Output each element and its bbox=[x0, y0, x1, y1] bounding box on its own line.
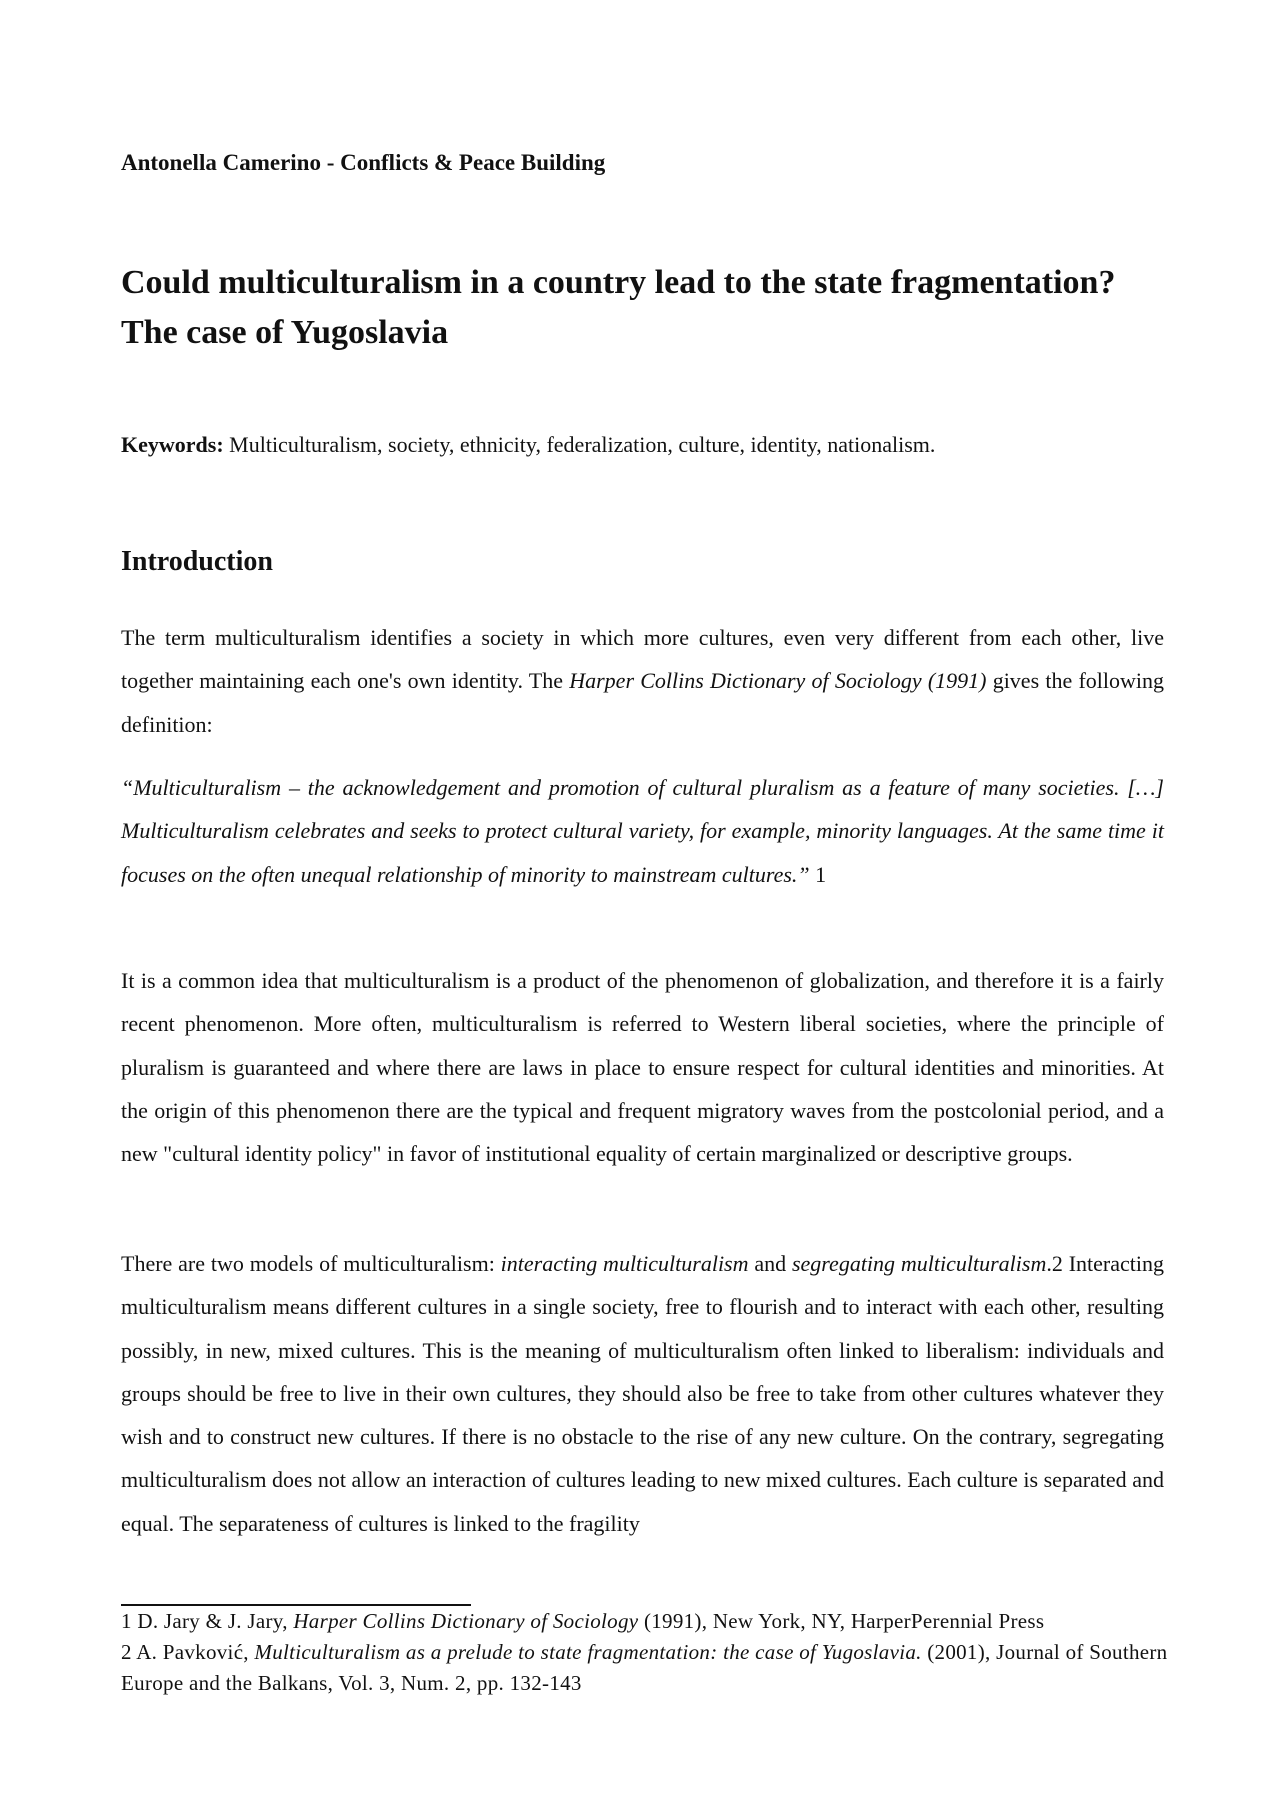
text: 2 A. Pavković, bbox=[121, 1640, 255, 1664]
text: .2 Interacting multiculturalism means different cultures in a single society, free to flourish and to interact with each other, resulting possibly, in new, mixed cultures. This is the meaning of multiculturalism often linked to liberalism: individuals and groups should be free to live in their own cultures, they should also be free to take from other cultures whatever they wish and to construct new cultures. If there is no obstacle to the rise of any new culture. On the contrary, segregating multiculturalism does not allow an interaction of cultures leading to new mixed cultures. Each culture is separated and equal. The separateness of cultures is linked to the fragility bbox=[121, 1251, 1164, 1536]
italic-text: segregating multiculturalism bbox=[791, 1251, 1047, 1276]
keywords-text: Multiculturalism, society, ethnicity, federalization, culture, identity, nationalism. bbox=[223, 432, 936, 457]
keywords-label: Keywords: bbox=[121, 432, 224, 457]
paragraph-3: It is a common idea that multiculturalism is a product of the phenomenon of globalization, and therefore it is a fairly recent phenomenon. More often, multiculturalism is referred to Western liberal societies, where the principle of pluralism is guaranteed and where there are laws in place to ensure respect for cultural identities and minorities. At the origin of this phenomenon there are the typical and frequent migratory waves from the postcolonial period, and a new "cultural identity policy" in favor of institutional equality of certain marginalized or descriptive groups. bbox=[121, 968, 1164, 1167]
italic-text: interacting multiculturalism bbox=[500, 1251, 749, 1276]
text: (2001), Journal of Southern Europe and the Balkans, Vol. 3, Num. 2, pp. 132-143 bbox=[121, 1640, 1168, 1695]
italic-text: Multiculturalism as a prelude to state fragmentation: the case of Yugoslavia. bbox=[254, 1640, 922, 1664]
paragraph-1 bbox=[121, 616, 1164, 746]
paragraph-4 bbox=[121, 1242, 1164, 1545]
document-header: Antonella Camerino - Conflicts & Peace Building bbox=[121, 150, 606, 175]
footnote-1 bbox=[121, 1606, 1171, 1637]
quote bbox=[121, 766, 1164, 896]
italic-text: Harper Collins Dictionary of Sociology (1991) bbox=[569, 668, 987, 694]
text: gives the following definition: bbox=[121, 668, 1164, 737]
section-heading: Introduction bbox=[121, 546, 273, 577]
footnotes bbox=[121, 1606, 1171, 1699]
text: and bbox=[748, 1251, 792, 1276]
text: 1 D. Jary & J. Jary, bbox=[121, 1609, 294, 1633]
text: There are two models of multiculturalism: bbox=[121, 1251, 501, 1276]
footnote-ref: 1 bbox=[809, 861, 827, 887]
text: The term multiculturalism identifies a society in which more cultures, even very different from each other, live together maintaining each one's own identity. The bbox=[121, 625, 1164, 694]
keywords bbox=[121, 432, 1164, 458]
footnote-2 bbox=[121, 1637, 1171, 1699]
italic-text: Harper Collins Dictionary of Sociology bbox=[293, 1609, 639, 1633]
quote-text: “Multiculturalism – the acknowledgement and promotion of cultural pluralism as a feature of many societies. […] Multiculturalism celebrates and seeks to protect cultural variety, for example, minority languages. At the same time it focuses on the often unequal relationship of minority to mainstream cultures.” bbox=[121, 775, 1164, 887]
page-title: Could multiculturalism in a country lead to the state fragmentation? The case of Yugoslavia bbox=[121, 264, 1116, 351]
text: (1991), New York, NY, HarperPerennial Press bbox=[638, 1609, 1045, 1633]
